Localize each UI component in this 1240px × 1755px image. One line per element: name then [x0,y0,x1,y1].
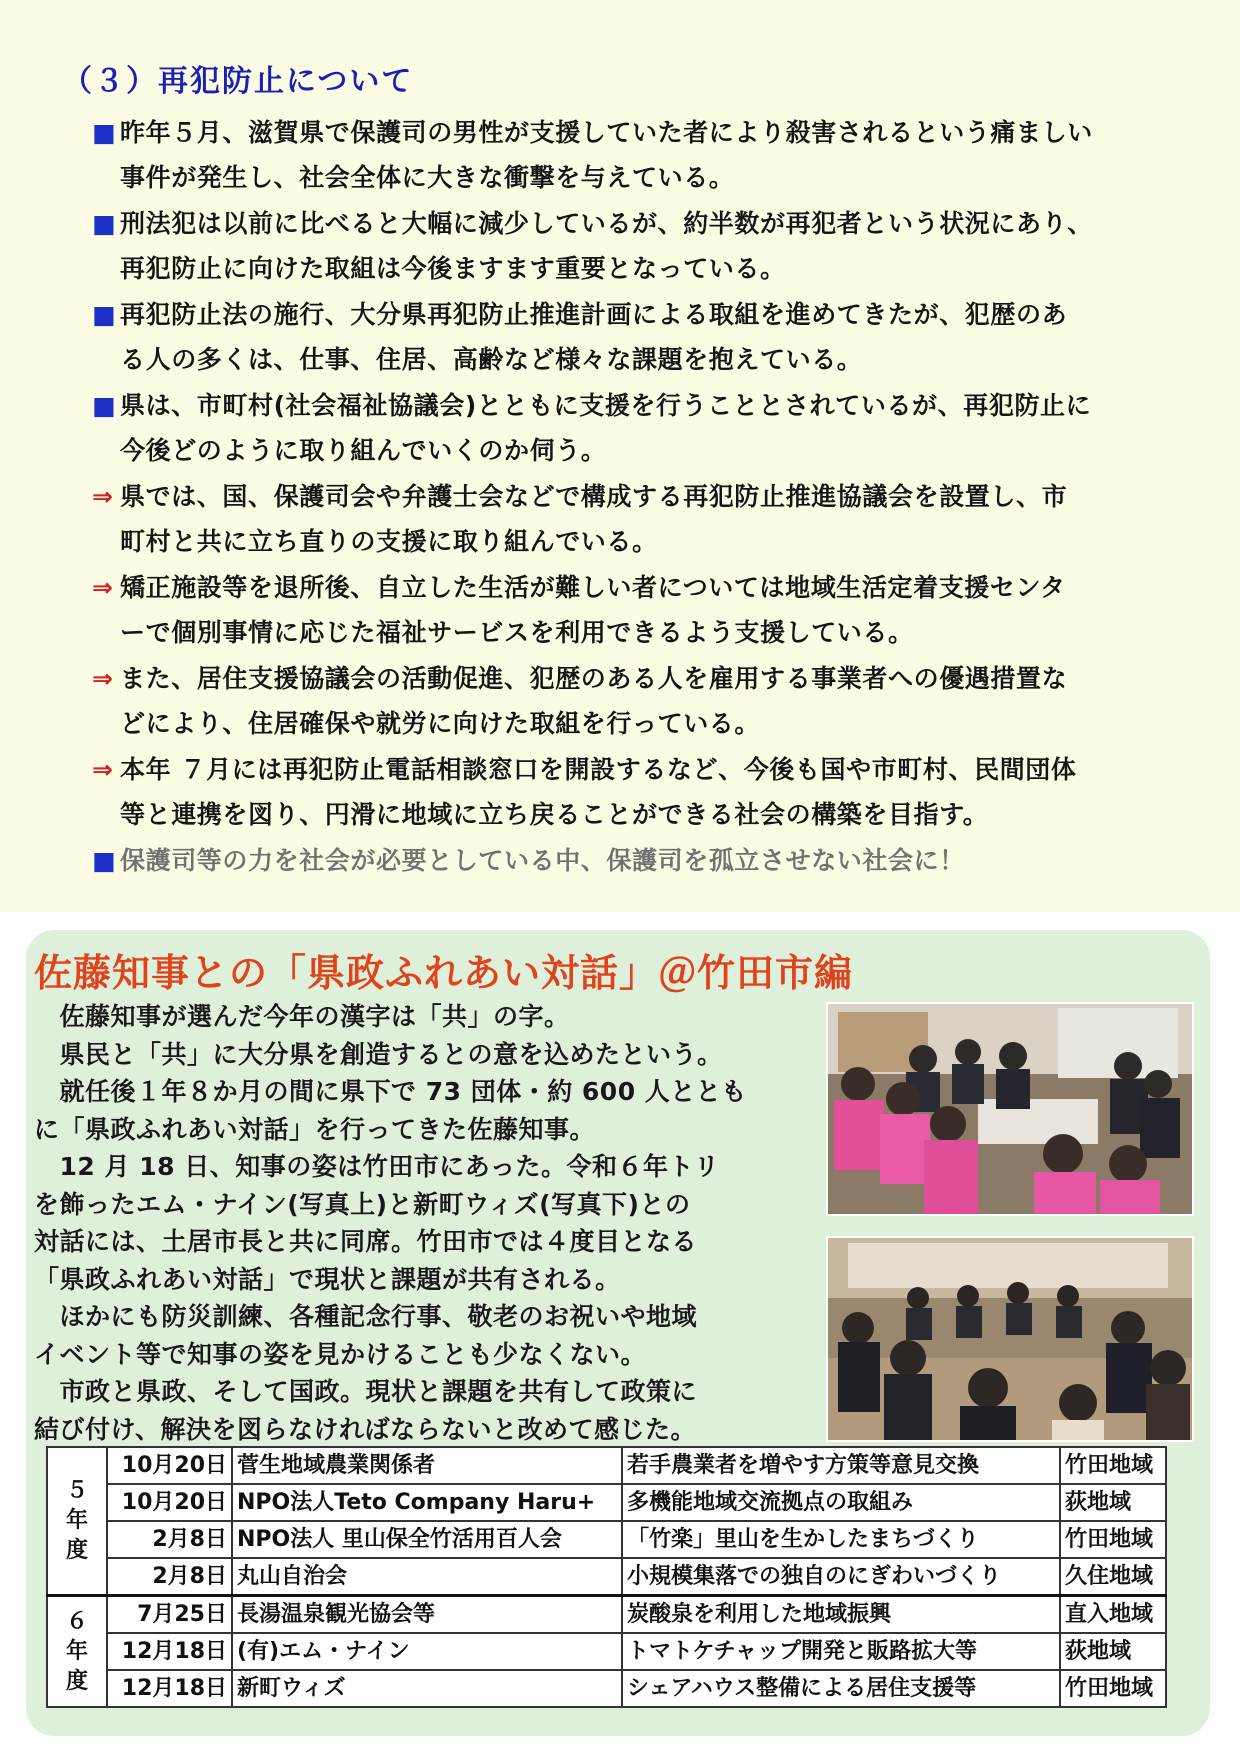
text-line: 保護司等の力を社会が必要としている中、保護司を孤立させない社会に！ [120,846,965,875]
square-bullet-icon: ■ [92,300,117,329]
text-line: 再犯防止法の施行、大分県再犯防止推進計画による取組を進めてきたが、犯歴のあ [120,300,1068,329]
section-title: 佐藤知事との「県政ふれあい対話」＠竹田市編 [34,951,854,995]
answer-item [92,747,1172,837]
text-line: 佐藤知事が選んだ今年の漢字は「共」の字。 [34,1002,570,1031]
text-line: 等と連携を図り、円滑に地域に立ち戻ることができる社会の構築を目指す。 [120,800,989,829]
text-line: に「県政ふれあい対話」を行ってきた佐藤知事。 [34,1114,596,1144]
date-cell: 10月20日 [107,1447,232,1484]
meeting-photo-top [826,1002,1194,1216]
date-cell: 2月8日 [107,1521,232,1558]
text-line: 町村と共に立ち直りの支援に取り組んでいる。 [120,527,658,556]
area-cell: 竹田地域 [1060,1670,1166,1707]
arrow-bullet-icon: ⇒ [92,755,114,784]
square-bullet-icon: ■ [92,118,117,147]
photo-illustration [828,1004,1192,1214]
bullet-item [92,292,1172,382]
table-row [47,1558,1166,1596]
table-row [47,1670,1166,1707]
bullet-item [92,383,1172,473]
text-line: ほかにも防災訓練、各種記念行事、敬老のお祝いや地域 [34,1302,698,1331]
area-cell: 久住地域 [1060,1558,1166,1596]
topic-cell: 若手農業者を増やす方策等意見交換 [622,1447,1060,1484]
answer-item [92,656,1172,746]
text-line: 今後どのように取り組んでいくのか伺う。 [120,436,607,465]
topic-cell: シェアハウス整備による居住支援等 [622,1670,1060,1707]
arrow-bullet-icon: ⇒ [92,664,114,693]
table-row [47,1447,1166,1484]
area-cell: 竹田地域 [1060,1447,1166,1484]
text-line: 県民と「共」に大分県を創造するとの意を込めたという。 [34,1039,723,1069]
organization-cell: NPO法人Teto Company Haru+ [232,1484,622,1521]
year-cell: ６年度 [47,1596,107,1708]
bullet-list [92,110,1172,884]
text-line: 刑法犯は以前に比べると大幅に減少しているが、約半数が再犯者という状況にあり、 [120,209,1093,238]
answer-item [92,474,1172,564]
photo-illustration [828,1238,1192,1440]
date-cell: 2月8日 [107,1558,232,1596]
text-line: を飾ったエム・ナイン(写真上)と新町ウィズ(写真下)との [34,1189,691,1219]
text-line: 「県政ふれあい対話」で現状と課題が共有される。 [34,1264,621,1294]
year-cell: ５年度 [47,1447,107,1596]
text-line: 昨年５月、滋賀県で保護司の男性が支援していた者により殺害されるという痛ましい [120,118,1093,147]
text-line: 県は、市町村(社会福祉協議会)とともに支援を行うこととされているが、再犯防止に [120,391,1092,420]
table-row [47,1521,1166,1558]
organization-cell: 新町ウィズ [232,1670,622,1707]
organization-cell: 長湯温泉観光協会等 [232,1596,622,1634]
organization-cell: NPO法人 里山保全竹活用百人会 [232,1521,622,1558]
date-cell: 7月25日 [107,1596,232,1634]
area-cell: 竹田地域 [1060,1521,1166,1558]
text-line: 対話には、土居市長と共に同席。竹田市では４度目となる [34,1227,698,1256]
text-line: どにより、住居確保や就労に向けた取組を行っている。 [120,709,761,738]
text-line: また、居住支援協議会の活動促進、犯歴のある人を雇用する事業者への優遇措置な [120,664,1068,693]
meeting-photo-bottom [826,1236,1194,1442]
table-row [47,1596,1166,1634]
arrow-bullet-icon: ⇒ [92,573,114,602]
closing-item [92,838,1172,883]
table-row [47,1484,1166,1521]
section-title: （３）再犯防止について [62,64,414,99]
date-cell: 10月20日 [107,1484,232,1521]
topic-cell: 炭酸泉を利用した地域振興 [622,1596,1060,1634]
article-body [34,998,824,1448]
text-line: 市政と県政、そして国政。現状と課題を共有して政策に [34,1377,698,1406]
text-line: 再犯防止に向けた取組は今後ますます重要となっている。 [120,254,786,283]
text-line: ーで個別事情に応じた福祉サービスを利用できるよう支援している。 [120,618,914,647]
topic-cell: 小規模集落での独自のにぎわいづくり [622,1558,1060,1596]
organization-cell: (有)エム・ナイン [232,1633,622,1670]
text-line: 本年 ７月には再犯防止電話相談窓口を開設するなど、今後も国や市町村、民間団体 [120,755,1077,784]
text-line: 県では、国、保護司会や弁護士会などで構成する再犯防止推進協議会を設置し、市 [120,482,1068,511]
bullet-item [92,110,1172,200]
bullet-item [92,201,1172,291]
organization-cell: 菅生地域農業関係者 [232,1447,622,1484]
table-row [47,1633,1166,1670]
text-line: 矯正施設等を退所後、自立した生活が難しい者については地域生活定着支援センタ [120,573,1066,602]
text-line: 12 月 18 日、知事の姿は竹田市にあった。令和６年トリ [34,1152,720,1181]
answer-item [92,565,1172,655]
text-line: る人の多くは、仕事、住居、高齢など様々な課題を抱えている。 [120,345,863,374]
text-line: 就任後１年８か月の間に県下で 73 団体・約 600 人ととも [34,1077,747,1106]
arrow-bullet-icon: ⇒ [92,482,114,511]
area-cell: 直入地域 [1060,1596,1166,1634]
date-cell: 12月18日 [107,1670,232,1707]
text-line: 結び付け、解決を図らなければならないと改めて感じた。 [34,1414,697,1444]
square-bullet-icon: ■ [92,209,117,238]
date-cell: 12月18日 [107,1633,232,1670]
topic-cell: 「竹楽」里山を生かしたまちづくり [622,1521,1060,1558]
dialogue-schedule-table [46,1446,1167,1708]
text-line: イベント等で知事の姿を見かけることも少なくない。 [34,1339,647,1369]
area-cell: 荻地域 [1060,1633,1166,1670]
square-bullet-icon: ■ [92,846,117,875]
organization-cell: 丸山自治会 [232,1558,622,1596]
topic-cell: 多機能地域交流拠点の取組み [622,1484,1060,1521]
topic-cell: トマトケチャップ開発と販路拡大等 [622,1633,1060,1670]
text-line: 事件が発生し、社会全体に大きな衝撃を与えている。 [120,163,735,192]
section-dialogue [26,930,1210,1736]
area-cell: 荻地域 [1060,1484,1166,1521]
square-bullet-icon: ■ [92,391,117,420]
